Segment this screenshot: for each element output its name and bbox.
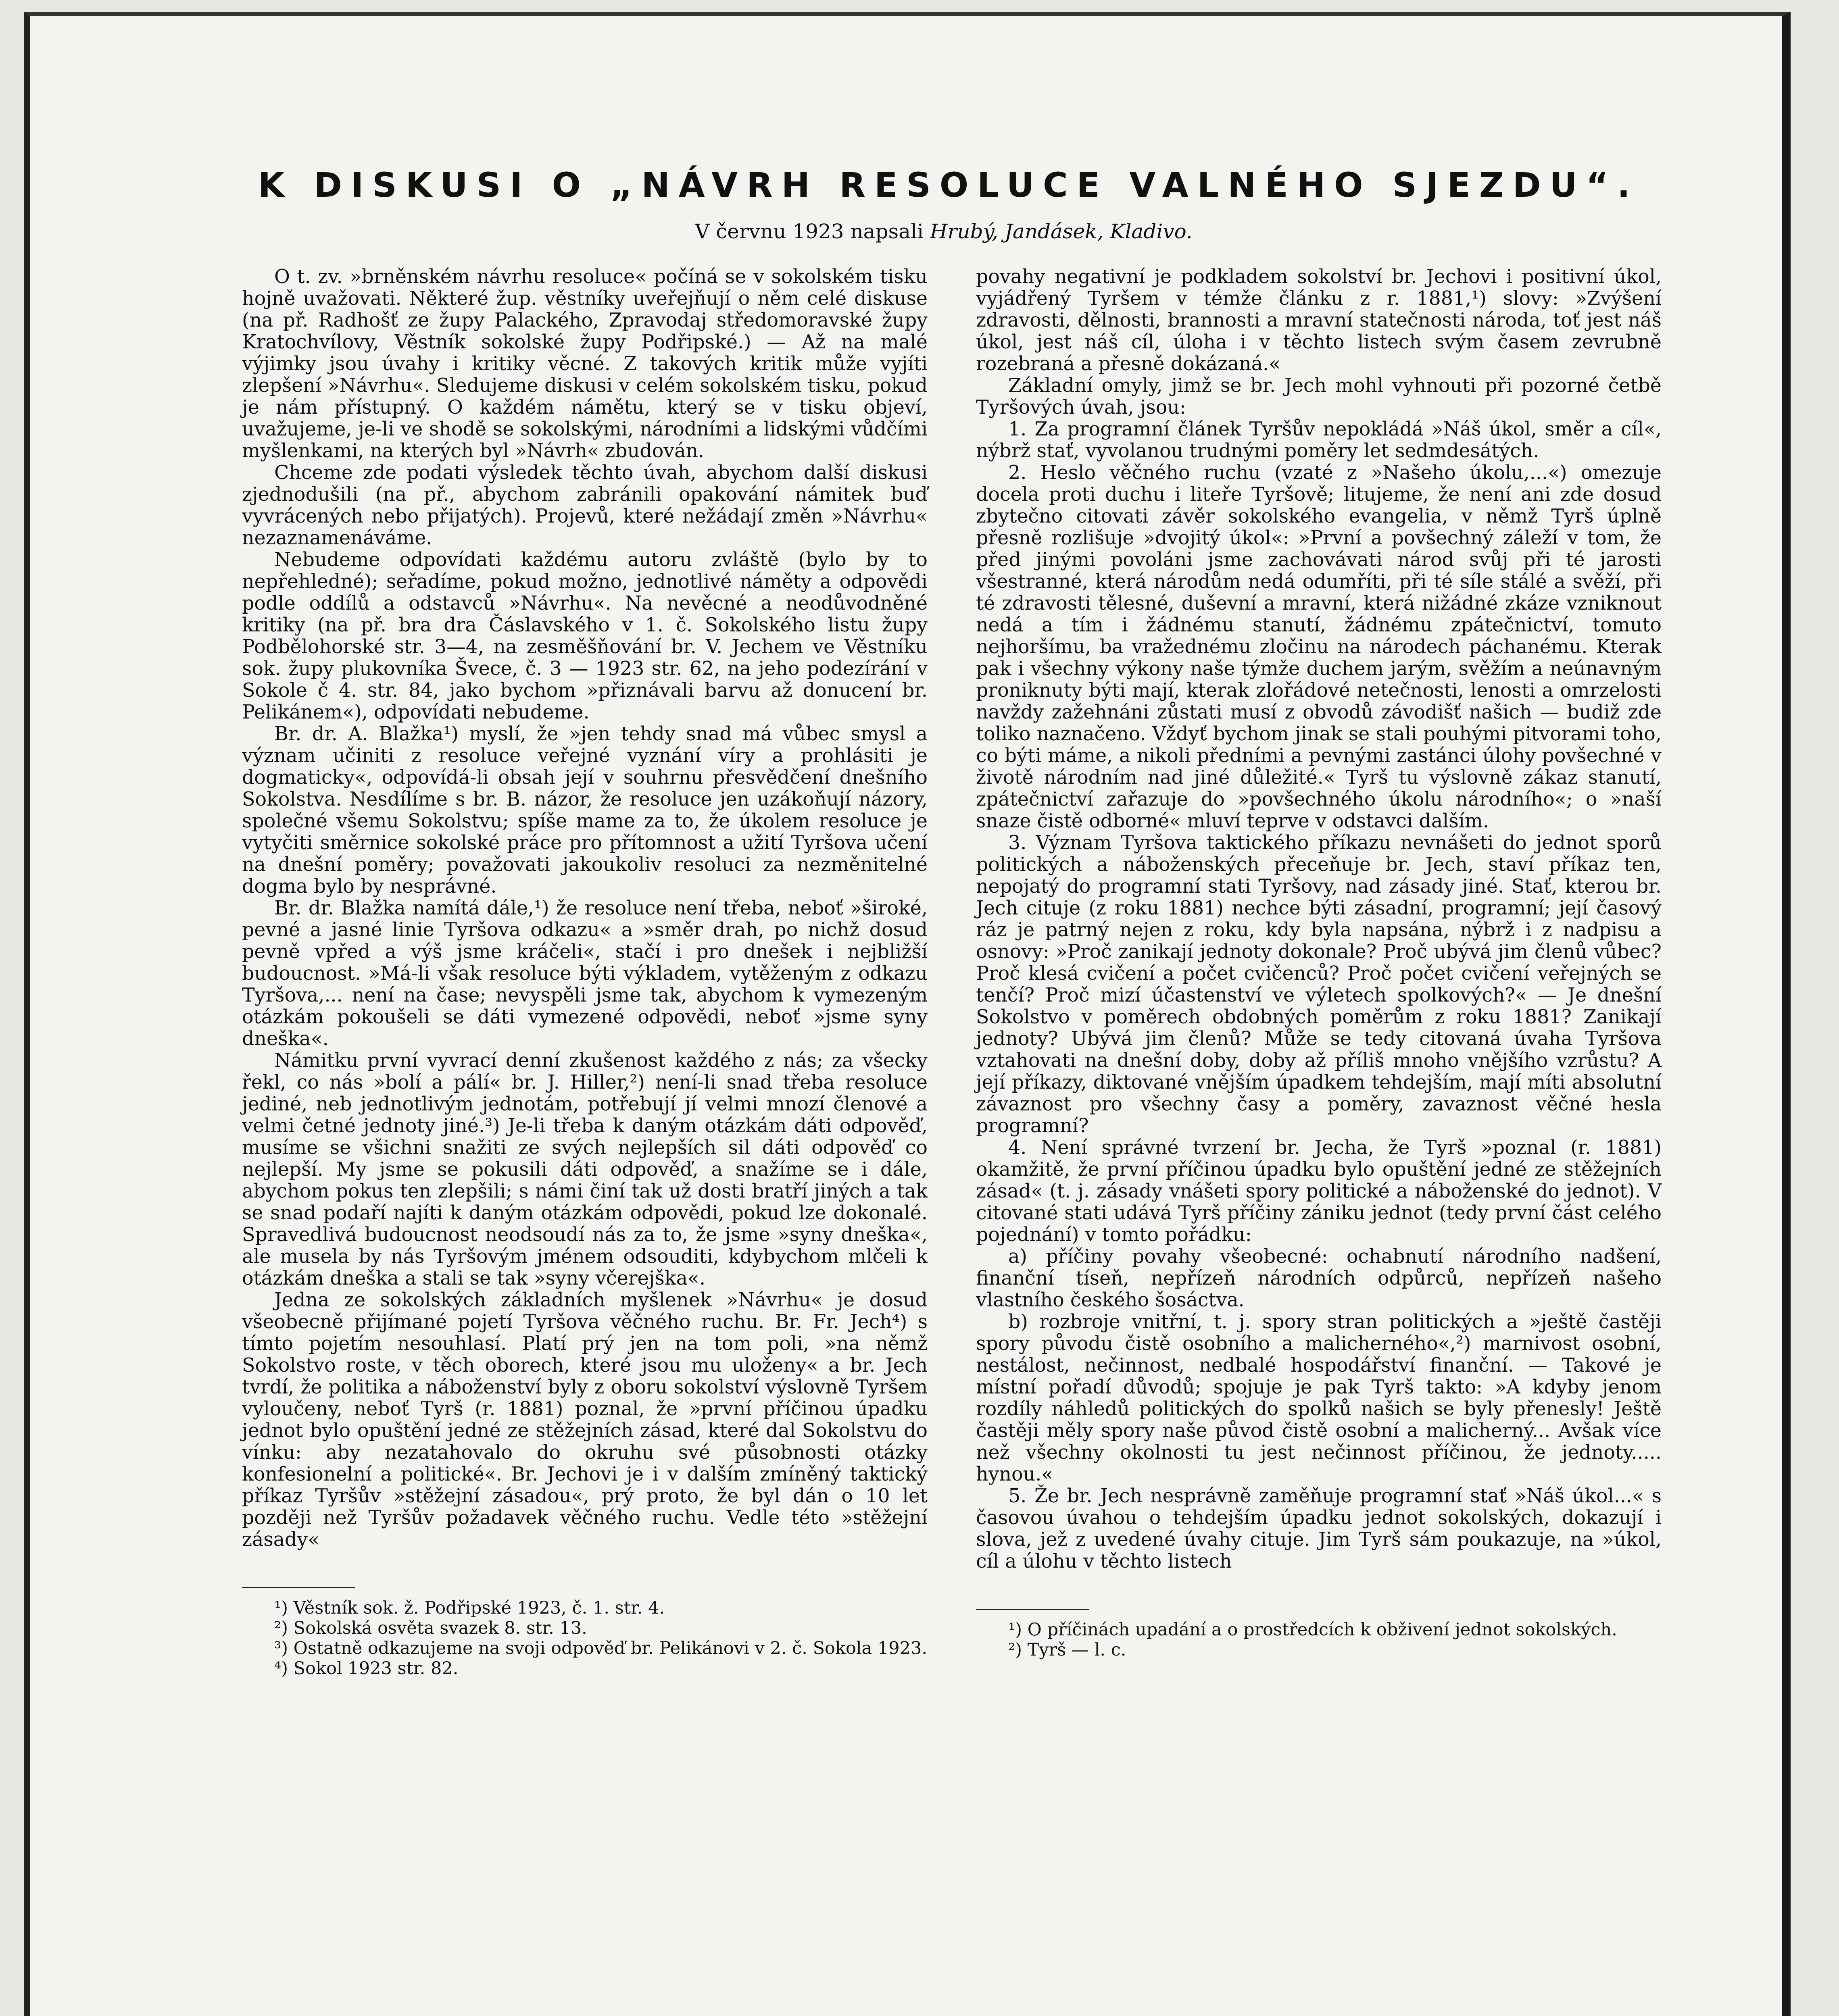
paragraph: b) rozbroje vnitřní, t. j. spory stran politických a »ještě častěji spory původu čistě osobního a malicherného«,²) marnivost osobní, nestálost, nečinnost, nedbalé hospodářství finanční. — Takové je místní pořadí důvodů; spojuje je pak Tyrš takto: »A kdyby jenom rozdíly náhledů politických do spolků našich se byly přenesly! Ještě častěji měly spory naše původ čistě osobní a malicherný... Avšak více než všechny okolnosti tu jest nečinnost příčinou, že jednoty..... hynou.«	[976, 1311, 1662, 1485]
footnote: ³) Ostatně odkazujeme na svoji odpověď br. Pelikánovi v 2. č. Sokola 1923.	[274, 1638, 928, 1658]
paragraph: Br. dr. A. Blažka¹) myslí, že »jen tehdy snad má vůbec smysl a význam učiniti z resoluce veřejné vyznání víry a prohlásiti je dogmaticky«, odpovídá-li obsah její v souhrnu přesvědčení dnešního Sokolstva. Nesdílíme s br. B. názor, že resoluce jen uzákoňují názory, společné všemu Sokolstvu; spíše mame za to, že úkolem resoluce je vytyčiti směrnice sokolské práce pro přítomnost a užití Tyršova učení na dnešní poměry; považovati jakoukoliv resoluci za nezměnitelné dogma bylo by nesprávné.	[242, 723, 928, 898]
footnote-divider	[976, 1609, 1089, 1610]
right-column	[976, 266, 1662, 1660]
subtitle-prefix: V červnu 1923 napsali	[695, 220, 924, 243]
authors: Hrubý, Jandásek, Kladivo.	[930, 220, 1193, 243]
article-subtitle	[258, 220, 1629, 243]
paragraph: Základní omyly, jimž se br. Jech mohl vyhnouti při pozorné četbě Tyršových úvah, jsou:	[976, 375, 1662, 419]
footnote: ¹) O příčinách upadání a o prostředcích k obživení jednot sokolských.	[1008, 1620, 1617, 1640]
paragraph: Br. dr. Blažka namítá dále,¹) že resoluce není třeba, neboť »široké, pevné a jasné linie Tyršova odkazu« a »směr drah, po nichž dosud pevně vpřed a výš jsme kráčeli«, stačí i pro dnešek i nejbližší budoucnost. »Má-li však resoluce býti výkladem, vytěženým z odkazu Tyršova,... není na čase; nevyspěli jsme tak, abychom k vymezeným otázkám pokoušeli se dáti vymezené odpovědi, neboť »jsme syny dneška«.	[242, 897, 928, 1050]
paragraph: 4. Není správné tvrzení br. Jecha, že Tyrš »poznal (r. 1881) okamžitě, že první příčinou úpadku bylo opuštění jedné ze stěžejních zásad« (t. j. zásady vnášeti spory politické a náboženské do jednot). V citované stati udává Tyrš příčiny zániku jednot (tedy první část celého pojednání) v tomto pořádku:	[976, 1137, 1662, 1246]
paragraph: Nebudeme odpovídati každému autoru zvláště (bylo by to nepřehledné); seřadíme, pokud možno, jednotlivé náměty a odpovědi podle oddílů a odstavců »Návrhu«. Na nevěcné a neodůvodněné kritiky (na př. bra dra Čáslavského v 1. č. Sokolského listu župy Podbělohorské str. 3—4, na zesměšňování br. V. Jechem ve Věstníku sok. župy plukovníka Švece, č. 3 — 1923 str. 62, na jeho podezírání v Sokole č 4. str. 84, jako bychom »přiznávali barvu až donucení br. Pelikánem«), odpovídati nebudeme.	[242, 549, 928, 723]
footnote: ¹) Věstník sok. ž. Podřipské 1923, č. 1. str. 4.	[274, 1598, 665, 1618]
paragraph: 2. Heslo věčného ruchu (vzaté z »Našeho úkolu,...«) omezuje docela proti duchu i liteře Tyršově; litujeme, že není ani zde dosud zbytečno citovati závěr sokolského evangelia, v němž Tyrš úplně přesně rozlišuje »dvojitý úkol«: »První a povšechný záleží v tom, že před jinými povoláni jsme zachovávati národ svůj při té jarosti všestranné, která národům nedá odumříti, při té síle stálé a svěží, při té zdravosti tělesné, duševní a mravní, která nižádné zkáze vzniknout nedá a tím i žádnému stanutí, žádnému zpátečnictví, tomuto nejhoršímu, ba vražednému zločinu na národech páchanému. Kterak pak i všechny výkony naše týmže duchem jarým, svěžím a neúnavným proniknuty býti mají, kterak zlořádové netečnosti, lenosti a omrzelosti navždy zažehnáni zůstati musí z obvodů závodišť našich — budiž zde toliko naznačeno. Vždyť bychom jinak se stali pouhými pitvorami toho, co býti máme, a nikoli předními a pevnými zastánci úlohy povšechné v životě národním nad jiné důležité.« Tyrš tu výslovně zákaz stanutí, zpátečnictví zařazuje do »povšechného úkolu národního«; o »naší snaze čistě odborné« mluví teprve v odstavci dalším.	[976, 462, 1662, 832]
footnote: ²) Sokolská osvěta svazek 8. str. 13.	[274, 1618, 587, 1638]
footnote: ²) Tyrš — l. c.	[1008, 1640, 1126, 1660]
footnote: ⁴) Sokol 1923 str. 82.	[274, 1658, 459, 1679]
paragraph: Chceme zde podati výsledek těchto úvah, abychom další diskusi zjednodušili (na př., abychom zabránili opakování námitek buď vyvrácených nebo přijatých). Projevů, které nežádají změn »Návrhu« nezaznamenáváme.	[242, 462, 928, 549]
footnote-divider	[242, 1587, 355, 1588]
paragraph: 5. Že br. Jech nesprávně zaměňuje programní stať »Náš úkol...« s časovou úvahou o tehdejším úpadku jednot sokolských, dokazují i slova, jež z uvedené úvahy cituje. Jim Tyrš sám poukazuje, na »úkol, cíl a úlohu v těchto listech	[976, 1485, 1662, 1572]
left-column	[242, 266, 928, 1679]
paragraph: a) příčiny povahy všeobecné: ochabnutí národního nadšení, finanční tíseň, nepřízeň národních odpůrců, nepřízeň našeho vlastního českého šosáctva.	[976, 1245, 1662, 1311]
paragraph: O t. zv. »brněnském návrhu resoluce« počíná se v sokolském tisku hojně uvažovati. Některé žup. věstníky uveřejňují o něm celé diskuse (na př. Radhošť ze župy Palackého, Zpravodaj středomoravské župy Kratochvílovy, Věstník sokolské župy Podřipské.) — Až na malé výjimky jsou úvahy i kritiky věcné. Z takových kritik může vyjíti zlepšení »Návrhu«. Sledujeme diskusi v celém sokolském tisku, pokud je nám přístupný. O každém námětu, který se v tisku objeví, uvažujeme, je-li ve shodě se sokolskými, národními a lidskými vůdčími myšlenkami, na kterých byl »Návrh« zbudován.	[242, 266, 928, 462]
paragraph: Jedna ze sokolských základních myšlenek »Návrhu« je dosud všeobecně přijímané pojetí Tyršova věčného ruchu. Br. Fr. Jech⁴) s tímto pojetím nesouhlasí. Platí prý jen na tom poli, »na němž Sokolstvo roste, v těch oborech, které jsou mu uloženy« a br. Jech tvrdí, že politika a náboženství byly z oboru sokolství výslovně Tyršem vyloučeny, neboť Tyrš (r. 1881) poznal, že »první příčinou úpadku jednot bylo opuštění jedné ze stěžejních zásad, které dal Sokolstvu do vínku: aby nezatahovalo do okruhu své působnosti otázky konfesionelní a politické«. Br. Jechovi je i v dalším zmíněný taktický příkaz Tyršův »stěžejní zásadou«, prý proto, že byl dán o 10 let později než Tyršův požadavek věčného ruchu. Vedle této »stěžejní zásady«	[242, 1289, 928, 1551]
paragraph: Námitku první vyvrací denní zkušenost každého z nás; za všecky řekl, co nás »bolí a pálí« br. J. Hiller,²) není-li snad třeba resoluce jediné, neb jednotlivým jednotám, potřebují jí velmi mnozí členové a velmi četné jednoty jiné.³) Je-li třeba k daným otázkám dáti odpověď, musíme se všichni snažiti ze svých nejlepších sil dáti odpověď co nejlepší. My jsme se pokusili dáti odpověď, a snažíme se i dále, abychom pokus ten zlepšili; s námi činí tak už dosti bratří jiných a tak se snad podaří najíti k daným otázkám odpovědi, pokud lze dokonalé. Spravedlivá budoucnost neodsoudí nás za to, že jsme »syny dneška«, ale musela by nás Tyršovým jménem odsouditi, kdybychom mlčeli k otázkám dneška a stali se tak »syny včerejška«.	[242, 1050, 928, 1289]
article-title: K DISKUSI O „NÁVRH RESOLUCE VALNÉHO SJEZDU“.	[258, 165, 1639, 205]
paragraph: 3. Význam Tyršova taktického příkazu nevnášeti do jednot sporů politických a náboženských přeceňuje br. Jech, staví příkaz ten, nepojatý do programní stati Tyršovy, nad zásady jiné. Stať, kterou br. Jech cituje (z roku 1881) nechce býti zásadní, programní; její časový ráz je patrný nejen z roku, kdy byla napsána, nýbrž i z nadpisu a osnovy: »Proč zanikají jednoty dokonale? Proč ubývá jim členů vůbec? Proč klesá cvičení a počet cvičenců? Proč počet cvičení veřejných se tenčí? Proč mizí účastenství ve výletech spolkových?« — Je dnešní Sokolstvo v poměrech obdobných poměrům z roku 1881? Zanikají jednoty? Ubývá jim členů? Může se tedy citovaná úvaha Tyršova vztahovati na dnešní doby, doby až příliš mnoho vnějšího vzrůstu? A její příkazy, diktované vnějším úpadkem tehdejším, mají míti absolutní závaznost pro všechny časy a poměry, zavaznost věčné hesla programní?	[976, 832, 1662, 1137]
paragraph: povahy negativní je podkladem sokolství br. Jechovi i positivní úkol, vyjádřený Tyršem v témže článku z r. 1881,¹) slovy: »Zvýšení zdravosti, dělnosti, brannosti a mravní statečnosti národa, toť jest náš úkol, jest náš cíl, úloha i v těchto listech svým časem zevrubně rozebraná a přesně dokázaná.«	[976, 266, 1662, 375]
paragraph: 1. Za programní článek Tyršův nepokládá »Náš úkol, směr a cíl«, nýbrž stať, vyvolanou trudnými poměry let sedmdesátých.	[976, 418, 1662, 462]
